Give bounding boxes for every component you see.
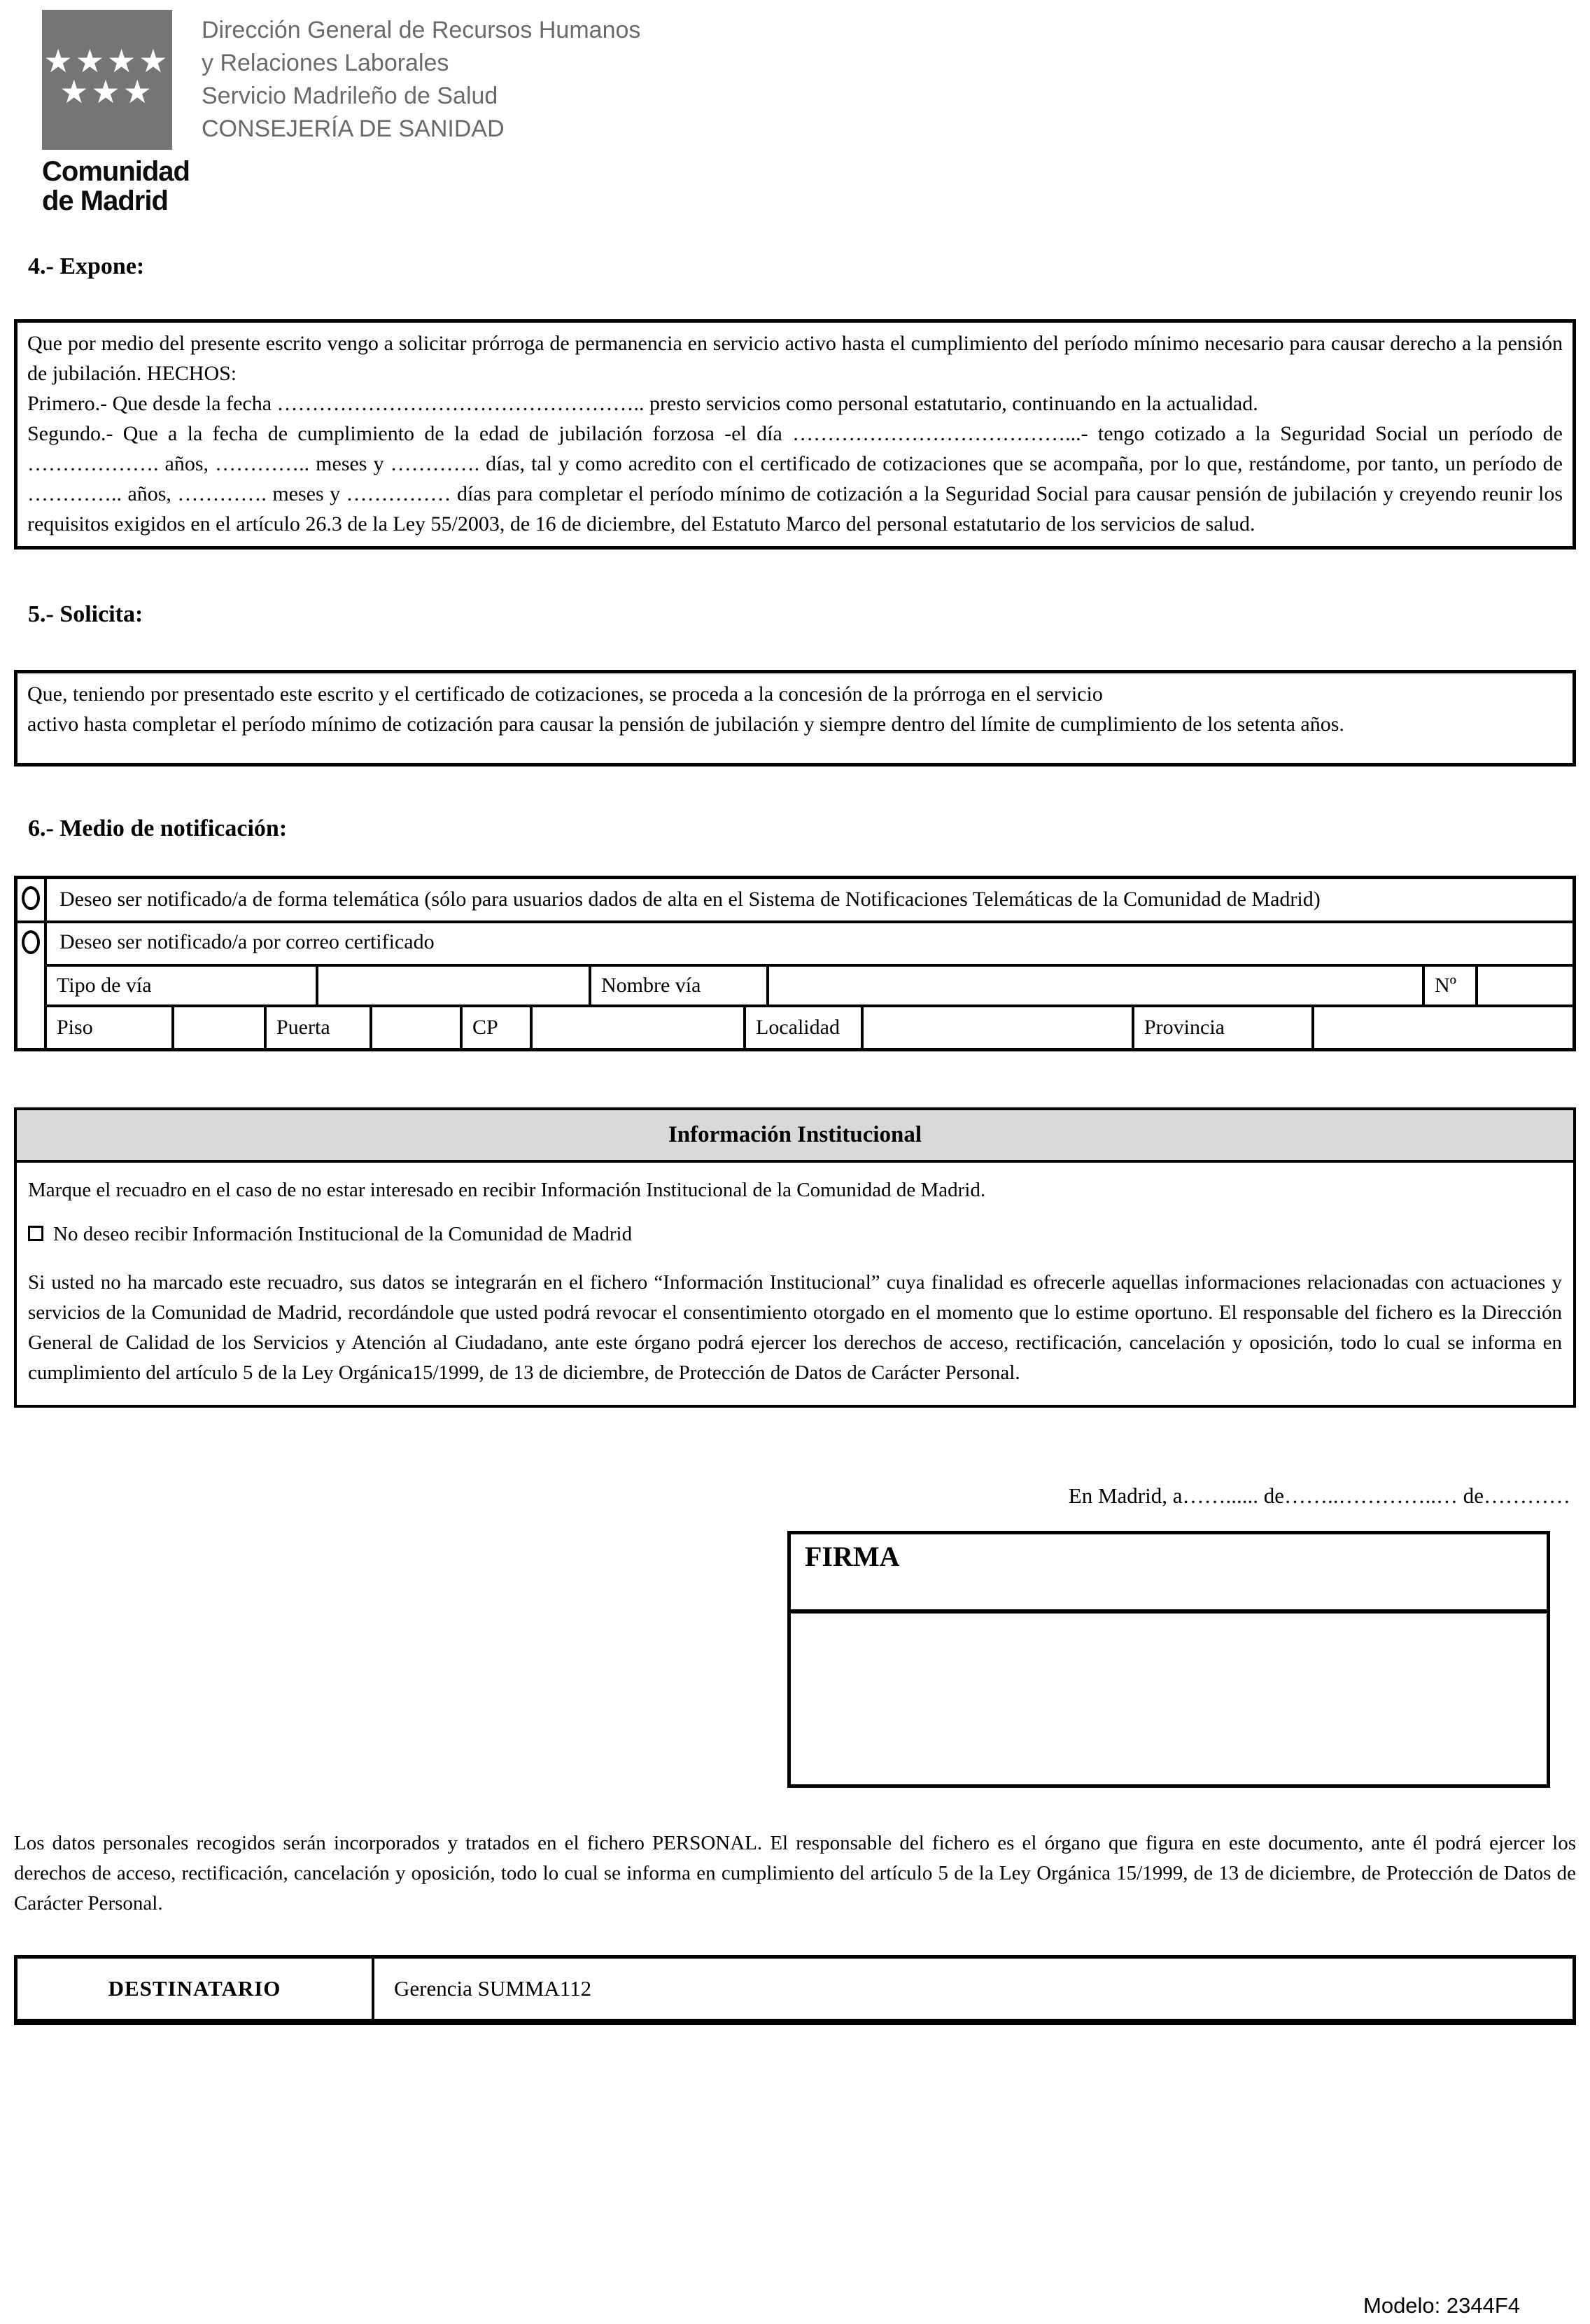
nombre-via-label: Nombre vía — [591, 967, 769, 1004]
puerta-label: Puerta — [267, 1007, 372, 1048]
piso-label: Piso — [47, 1007, 174, 1048]
logo-caption-line2: de Madrid — [42, 186, 168, 216]
org-line-4: CONSEJERÍA DE SANIDAD — [202, 115, 505, 142]
destinatario-value: Gerencia SUMMA112 — [394, 1976, 592, 2001]
localidad-label: Localidad — [746, 1007, 864, 1048]
piso-input[interactable] — [174, 1007, 267, 1048]
info-intro: Marque el recuadro en el caso de no estar interesado en recibir Información Institucional de la Comunidad de Madrid. — [28, 1179, 986, 1201]
firma-label: FIRMA — [791, 1534, 1547, 1614]
address-row-2 — [47, 1007, 1573, 1048]
org-text — [202, 10, 640, 216]
tipo-via-label: Tipo de vía — [47, 967, 318, 1004]
tipo-via-input[interactable] — [318, 967, 591, 1004]
no-info-checkbox[interactable] — [28, 1226, 43, 1241]
correo-radio[interactable] — [22, 930, 40, 954]
provincia-label: Provincia — [1134, 1007, 1314, 1048]
comunidad-madrid-logo — [42, 10, 190, 216]
star-row-top: ★★★★ — [43, 43, 171, 79]
expone-paragraph-3: Segundo.- Que a la fecha de cumplimiento de la edad de jubilación forzosa -el día …………………………………...- tengo cotizado a la Seguridad Social un período de ………………. años, ………….. meses y …………. días, tal y como acredito con el certificado de cotizaciones que se acompaña, por lo que, restándome, por tanto, un período de ………….. años, …………. meses y …………… días para completar el período mínimo de cotización a la Seguridad Social para causar pensión de jubilación y creyendo reunir los requisitos exigidos en el artículo 26.3 de la Ley 55/2003, de 16 de diciembre, del Estatuto Marco del personal estatutario de los servicios de salud. — [27, 422, 1563, 536]
signature-area[interactable] — [791, 1614, 1547, 1784]
notification-table — [14, 876, 1576, 1051]
numero-input[interactable] — [1478, 967, 1573, 1004]
correo-radio-cell — [17, 923, 47, 1048]
logo-caption — [42, 156, 190, 216]
info-institucional-body — [17, 1163, 1573, 1405]
info-legal-text: Si usted no ha marcado este recuadro, sus datos se integrarán en el fichero “Información Institucional” cuya finalidad es ofrecerle aquellas informaciones relacionadas con actuaciones y servicios de la Comunidad de Madrid, recordándole que usted podrá revocar el consentimiento otorgado en el momento que lo estime oportuno. El responsable del fichero es la Dirección General de Calidad de los Servicios y Atención al Ciudadano, ante este órgano podrá ejercer los derechos de acceso, rectificación, cancelación y oposición, todo lo cual se informa en cumplimiento del artículo 5 de la Ley Orgánica15/1999, de 13 de diciembre, de Protección de Datos de Carácter Personal. — [28, 1271, 1562, 1384]
info-institucional-title: Información Institucional — [17, 1110, 1573, 1163]
signature-box — [787, 1531, 1550, 1788]
info-institucional-box — [14, 1107, 1576, 1408]
solicita-paragraph-2: activo hasta completar el período mínimo de cotización para causar la pensión de jubilación y siempre dentro del límite de cumplimiento de los setenta años. — [27, 713, 1344, 736]
date-line: En Madrid, a……...... de……..…………..… de………… — [1068, 1483, 1570, 1508]
section-expone-title: 4.- Expone: — [28, 253, 145, 279]
cp-input[interactable] — [533, 1007, 746, 1048]
telematica-option-label: Deseo ser notificado/a de forma telemática (sólo para usuarios dados de alta en el Sistema de Notificaciones Telemáticas de la Comunidad de Madrid) — [59, 888, 1321, 911]
no-info-line — [28, 1219, 1562, 1250]
correo-content — [47, 923, 1573, 1048]
correo-row — [17, 923, 1573, 1048]
header — [0, 0, 1590, 216]
address-row-1 — [47, 967, 1573, 1007]
destinatario-table — [14, 1955, 1576, 2025]
section-notificacion-title: 6.- Medio de notificación: — [28, 816, 288, 841]
madrid-flag-icon — [42, 10, 172, 150]
telematica-radio[interactable] — [22, 886, 40, 910]
solicita-box — [14, 670, 1576, 766]
org-line-3: Servicio Madrileño de Salud — [202, 83, 498, 109]
numero-label: Nº — [1425, 967, 1478, 1004]
logo-caption-line1: Comunidad — [42, 156, 190, 187]
destinatario-label: DESTINATARIO — [17, 1959, 374, 2019]
expone-paragraph-2: Primero.- Que desde la fecha …………………………………………….. presto servicios como personal estatutario, continuando en la actualidad. — [27, 392, 1258, 415]
localidad-input[interactable] — [864, 1007, 1134, 1048]
telematica-row — [17, 879, 1573, 923]
correo-option-label: Deseo ser notificado/a por correo certificado — [47, 923, 1573, 967]
star-row-bottom: ★★★ — [59, 74, 155, 110]
modelo-code: Modelo: 2344F4 — [1363, 2293, 1521, 2318]
nombre-via-input[interactable] — [769, 967, 1425, 1004]
expone-box — [14, 319, 1576, 550]
org-line-2: y Relaciones Laborales — [202, 50, 449, 76]
privacy-notice: Los datos personales recogidos serán incorporados y tratados en el fichero PERSONAL. El responsable del fichero es el órgano que figura en este documento, ante él podrá ejercer los derechos de acceso, rectificación, cancelación y oposición, todo lo cual se informa en cumplimiento del artículo 5 de la Ley Orgánica 15/1999, de 13 de diciembre, de Protección de Datos de Carácter Personal. — [14, 1832, 1576, 1914]
section-solicita-title: 5.- Solicita: — [28, 601, 143, 627]
org-line-1: Dirección General de Recursos Humanos — [202, 17, 641, 43]
expone-paragraph-1: Que por medio del presente escrito vengo a solicitar prórroga de permanencia en servicio activo hasta el cumplimiento del período mínimo necesario para causar derecho a la pensión de jubilación. HECHOS: — [27, 332, 1563, 385]
telematica-radio-cell — [17, 879, 47, 920]
provincia-input[interactable] — [1314, 1007, 1573, 1048]
cp-label: CP — [463, 1007, 533, 1048]
puerta-input[interactable] — [372, 1007, 463, 1048]
solicita-paragraph-1: Que, teniendo por presentado este escrito y el certificado de cotizaciones, se proceda a la concesión de la prórroga en el servicio — [27, 682, 1103, 706]
no-info-checkbox-label: No deseo recibir Información Institucional de la Comunidad de Madrid — [53, 1223, 633, 1245]
